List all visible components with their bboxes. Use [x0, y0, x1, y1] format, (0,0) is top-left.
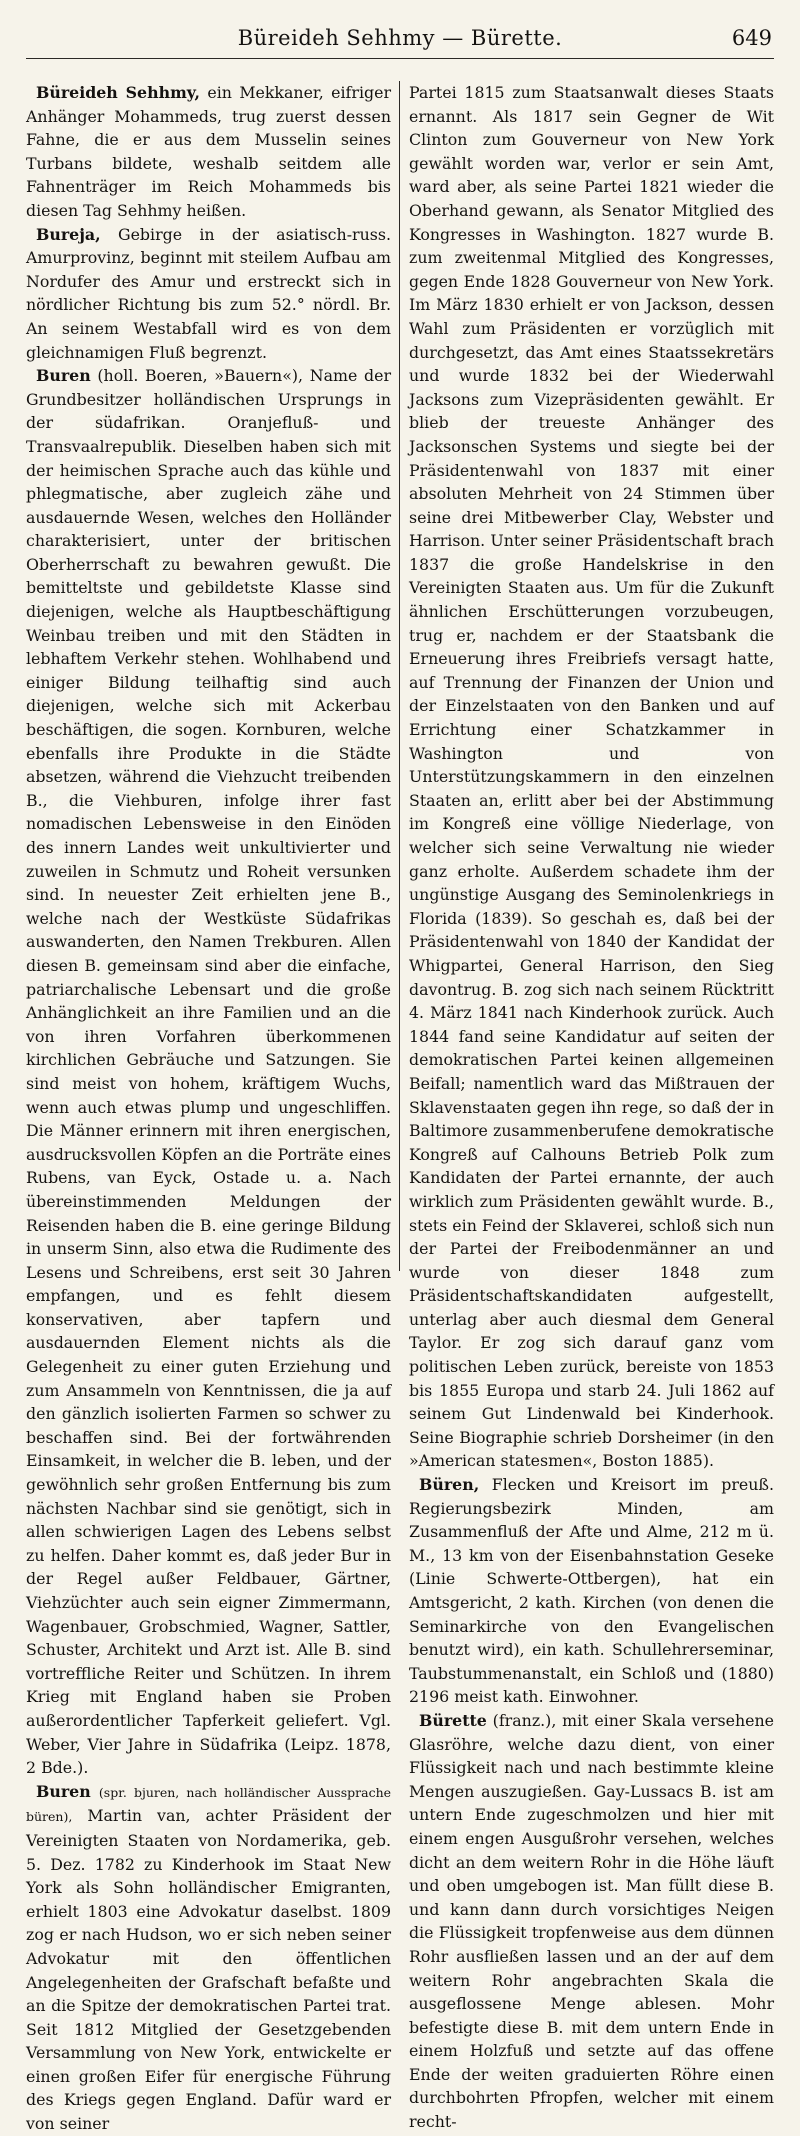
entry-headword: Büreideh Sehhmy, — [36, 83, 200, 102]
left-column — [26, 81, 399, 2134]
entry-text: (holl. Boeren, »Bauern«), Name der Grundbesitzer holländischen Ursprungs in der südafrikan. Oranjefluß- und Transvaalrepublik. Dieselben haben sich mit der heimischen Sprache auch das kühle und phlegmatische, aber zugleich zähe und ausdauernde Wesen, welches den Holländer charakterisiert, unter der britischen Oberherrschaft zu bewahren gewußt. Die bemitteltste und gebildetste Klasse sind diejenigen, welche als Hauptbeschäftigung Weinbau treiben und mit den Städten in lebhaftem Verkehr stehen. Wohlhabend und einiger Bildung teilhaftig sind auch diejenigen, welche sich mit Ackerbau beschäftigen, die sogen. Kornburen, welche ebenfalls ihre Produkte in die Städte absetzen, während die Viehzucht treibenden B., die Viehburen, infolge ihrer fast nomadischen Lebensweise in den Einöden des innern Landes weit unkultivierter und zuweilen in Schmutz und Roheit versunken sind. In neuester Zeit erhielten jene B., welche nach der Westküste Südafrikas auswanderten, den Namen Trekburen. Allen diesen B. gemeinsam sind aber die einfache, patriarchalische Lebensart und die große Anhänglichkeit an ihre Familien und an die von ihren Vorfahren überkommenen kirchlichen Gebräuche und Satzungen. Sie sind meist von hohem, kräftigem Wuchs, wenn auch etwas plump und ungeschliffen. Die Männer erinnern mit ihren energischen, ausdrucksvollen Köpfen an die Porträte eines Rubens, van Eyck, Ostade u. a. Nach übereinstimmenden Meldungen der Reisenden haben die B. eine geringe Bildung in unserm Sinn, also etwa die Rudimente des Lesens und Schreibens, erst seit 30 Jahren empfangen, und es fehlt diesem konservativen, aber tapfern und ausdauernden Element nichts als die Gelegenheit zu einer guten Erziehung und zum Ansammeln von Kenntnissen, die ja auf den gänzlich isolierten Farmen so schwer zu beschaffen sind. Bei der fortwährenden Einsamkeit, in welcher die B. leben, und der gewöhnlich sehr großen Entfernung bis zum nächsten Nachbar sind sie genötigt, sich in allen schwierigen Lagen des Lebens selbst zu helfen. Daher kommt es, daß jeder Bur in der Regel außer Feldbauer, Gärtner, Viehzüchter auch sein eigner Zimmermann, Wagenbauer, Grobschmied, Wagner, Sattler, Schuster, Architekt und Arzt ist. Alle B. sind vortreffliche Reiter und Schützen. In ihrem Krieg mit England haben sie Proben außerordentlicher Tapferkeit geliefert. Vgl. Weber, Vier Jahre in Südafrika (Leipz. 1878, 2 Bde.). — [26, 366, 392, 1778]
entry-buerette — [409, 1709, 774, 2134]
entry-text: Martin van, achter Präsident der Vereinigten Staaten von Nordamerika, geb. 5. Dez. 1782 zu Kinderhook im Staat New York als Sohn holländischer Emigranten, erhielt 1803 eine Advokatur daselbst. 1809 zog er nach Hudson, wo er sich neben seiner Advokatur mit den öffentlichen Angelegenheiten der Grafschaft befaßte und an die Spitze der demokratischen Partei trat. Seit 1812 Mitglied der Gesetzgebenden Versammlung von New York, entwickelte er einen großen Eifer für energische Führung des Kriegs gegen England. Dafür ward er von seiner — [26, 1806, 392, 2134]
entry-buren-martin-continued — [409, 81, 774, 1473]
entry-text: Partei 1815 zum Staatsanwalt dieses Staats ernannt. Als 1817 sein Gegner de Wit Clinton zum Gouverneur von New York gewählt worden war, verlor er sein Amt, ward aber, als seine Partei 1821 wieder die Oberhand gewann, als Senator Mitglied des Kongresses in Washington. 1827 wurde B. zum zweitenmal Mitglied des Kongresses, gegen Ende 1828 Gouverneur von New York. Im März 1830 erhielt er von Jackson, dessen Wahl zum Präsidenten er vorzüglich mit durchgesetzt, das Amt eines Staatssekretärs und wurde 1832 bei der Wiederwahl Jacksons zum Vizepräsidenten gewählt. Er blieb der treueste Anhänger des Jacksonschen Systems und siegte bei der Präsidentenwahl von 1837 mit einer absoluten Mehrheit von 24 Stimmen über seine drei Mitbewerber Clay, Webster und Harrison. Unter seiner Präsidentschaft brach 1837 die große Handelskrise in den Vereinigten Staaten aus. Um für die Zukunft ähnlichen Erschütterungen vorzubeugen, trug er, nachdem er der Staatsbank die Erneuerung ihres Freibriefs versagt hatte, auf Trennung der Finanzen der Union und der Einzelstaaten von den Banken und auf Errichtung einer Schatzkammer in Washington und von Unterstützungskammern in den einzelnen Staaten an, erlitt aber bei der Abstimmung im Kongreß eine völlige Niederlage, von welcher sich seine Verwaltung nie wieder ganz erholte. Außerdem schadete ihm der ungünstige Ausgang des Seminolenkriegs in Florida (1839). So geschah es, daß bei der Präsidentenwahl von 1840 der Kandidat der Whigpartei, General Harrison, den Sieg davontrug. B. zog sich nach seinem Rücktritt 4. März 1841 nach Kinderhook zurück. Auch 1844 fand seine Kandidatur auf seiten der demokratischen Partei keinen allgemeinen Beifall; namentlich ward das Mißtrauen der Sklavenstaaten gegen ihn rege, so daß der in Baltimore zusammenberufene demokratische Kongreß auf Calhouns Betrieb Polk zum Kandidaten der Partei ernannte, der auch wirklich zum Präsidenten gewählt wurde. B., stets ein Feind der Sklaverei, schloß sich nun der Partei der Freibodenmänner an und wurde von dieser 1848 zum Präsidentschaftskandidaten aufgestellt, unterlag aber auch diesmal dem General Taylor. Er zog sich darauf ganz vom politischen Leben zurück, bereiste von 1853 bis 1855 Europa und starb 24. Juli 1862 auf seinem Gut Lindenwald bei Kinderhook. Seine Biographie schrieb Dorsheimer (in den »American statesmen«, Boston 1885). — [409, 83, 775, 1471]
entry-text: (franz.), mit einer Skala versehene Glasröhre, welche dazu dient, von einer Flüssigkeit nach und nach bestimmte kleine Mengen auszugießen. Gay-Lussacs B. ist am untern Ende zugeschmolzen und hier mit einem engen Ausgußrohr versehen, welches dicht an dem weitern Rohr in die Höhe läuft und oben umgebogen ist. Man füllt diese B. und kann dann durch vorsichtiges Neigen die Flüssigkeit tropfenweise aus dem dünnen Rohr ausfließen lassen und an der auf dem weitern Rohr angebrachten Skala die ausgeflossene Menge ablesen. Mohr befestigte diese B. mit dem untern Ende in einem Holzfuß und setzte auf das offene Ende der weiten graduierten Röhre einen durchbohrten Pfropfen, welcher mit einem recht- — [409, 1710, 775, 2132]
entry-headword: Buren — [36, 366, 91, 386]
entry-text: ein Mekkaner, eifriger Anhänger Mohammeds, trug zuerst dessen Fahne, die er aus dem Musselin seines Turbans bildete, weshalb seitdem alle Fahnenträger im Reich Mohammeds bis diesen Tag Sehhmy heißen. — [26, 83, 392, 220]
entry-headword: Büren, — [419, 1475, 480, 1495]
entry-bureideh — [26, 81, 391, 223]
entry-buren-people — [26, 364, 391, 1780]
entry-bueren-town — [409, 1473, 774, 1709]
entry-headword: Bürette — [419, 1710, 487, 1730]
entry-bureja — [26, 223, 391, 365]
right-column — [400, 81, 775, 2132]
entry-buren-martin — [26, 1780, 391, 2136]
running-title: Büreideh Sehhmy — Bürette. — [237, 26, 563, 50]
entry-text: Gebirge in der asiatisch-russ. Amurprovinz, beginnt mit steilem Aufbau am Nordufer des Amur und erstreckt sich in nördlicher Richtung bis zum 52.° nördl. Br. An seinem Westabfall wird es von dem gleichnamigen Fluß begrenzt. — [26, 224, 392, 362]
page-header — [26, 22, 774, 59]
entry-headword: Bureja, — [36, 224, 101, 244]
text-columns — [26, 81, 775, 2134]
page-number: 649 — [731, 26, 772, 50]
entry-text: Flecken und Kreisort im preuß. Regierungsbezirk Minden, am Zusammenfluß der Afte und Alme, 212 m ü. M., 13 km von der Eisenbahnstation Geseke (Linie Schwerte-Ottbergen), hat ein Amtsgericht, 2 kath. Kirchen (von denen die Seminarkirche von den Evangelischen benutzt wird), ein kath. Schullehrerseminar, Taubstummenanstalt, ein Schloß und (1880) 2196 meist kath. Einwohner. — [409, 1475, 775, 1707]
entry-pronunciation: (spr. bjuren, nach holländischer Aussprache büren), — [26, 1784, 392, 1825]
entry-headword: Buren — [36, 1781, 91, 1801]
